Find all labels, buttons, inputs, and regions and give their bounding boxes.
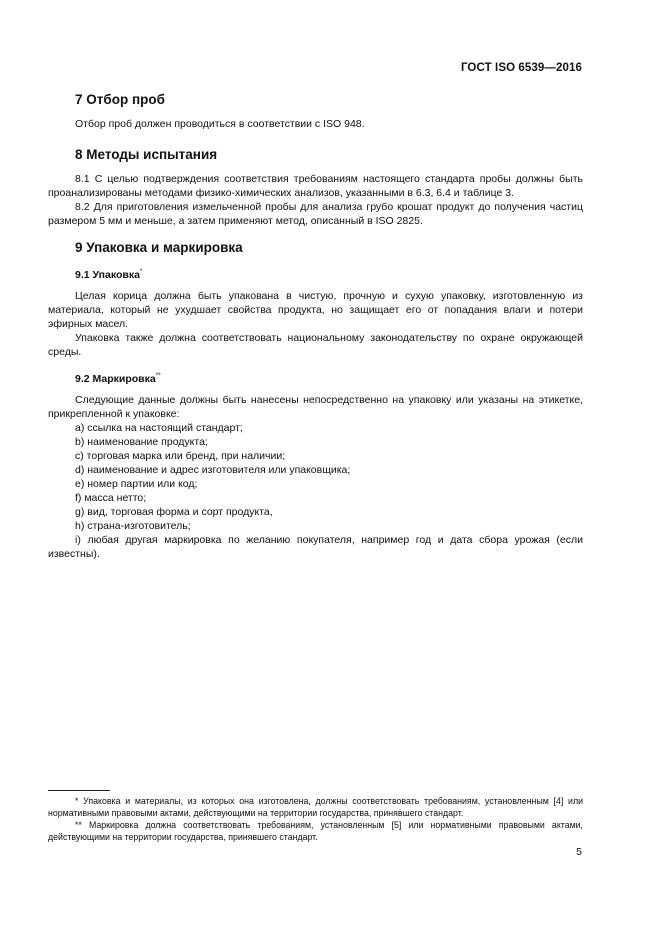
list-item: a) ссылка на настоящий стандарт; [75, 422, 243, 434]
footnote-ref-2: ** [155, 372, 161, 379]
footnote-ref-1: * [139, 268, 143, 275]
section-8-title: 8 Методы испытания [75, 147, 218, 162]
subsection-9-1-title-text: 9.1 Упаковка [75, 269, 140, 281]
section-8-1-paragraph: 8.1 С целью подтверждения соответствия требованиям настоящего стандарта пробы должны быть проанализированы методами физико-химических анализов, указанными в 6.3, 6.4 и таблице 3. [48, 173, 583, 199]
section-9-2-paragraph: Следующие данные должны быть нанесены непосредственно на упаковку или указаны на этикетке, прикрепленной к упаковке: [48, 394, 583, 420]
section-9 [48, 240, 583, 561]
page-number: 5 [576, 846, 582, 858]
section-7-title: 7 Отбор проб [75, 92, 165, 107]
subsection-9-2-title-text: 9.2 Маркировка [75, 373, 156, 385]
footnote-2: ** Маркировка должна соответствовать требованиям, установленным [5] или нормативными правовыми актами, действующими на территории государства, принявшего стандарт. [48, 820, 583, 842]
footnote-1: * Упаковка и материалы, из которых она изготовлена, должны соответствовать требованиям, установленным [4] или нормативными правовыми актами, действующими на территории государства, принявшего стандарт. [48, 796, 583, 818]
section-9-title: 9 Упаковка и маркировка [75, 240, 243, 255]
list-item: h) страна-изготовитель; [75, 520, 191, 532]
section-7-paragraph: Отбор проб должен проводиться в соответствии с ISO 948. [75, 118, 365, 130]
list-item: g) вид, торговая форма и сорт продукта, [75, 506, 273, 518]
subsection-9-2-title [48, 369, 583, 386]
list-item: c) торговая марка или бренд, при наличии; [75, 450, 286, 462]
document-code-header: ГОСТ ISO 6539—2016 [460, 62, 582, 74]
list-item-last: i) любая другая маркировка по желанию покупателя, например год и дата сбора урожая (если известны). [48, 534, 583, 560]
section-8-2-paragraph: 8.2 Для приготовления измельченной пробы для анализа грубо крошат продукт до получения частиц размером 5 мм и меньше, а затем применяют метод, описанный в ISO 2825. [48, 201, 583, 227]
list-item: f) масса нетто; [75, 492, 147, 504]
footnotes [48, 795, 583, 843]
section-9-1-paragraph-1: Целая корица должна быть упакована в чистую, прочную и сухую упаковку, изготовленную из материала, который не ухудшает свойства продукта, но защищает его от попадания влаги и потери эфирных масел. [48, 290, 583, 330]
list-item: d) наименование и адрес изготовителя или упаковщика; [75, 464, 351, 476]
list-item: e) номер партии или код; [75, 478, 198, 490]
section-9-1-paragraph-2: Упаковка также должна соответствовать национальному законодательству по охране окружающей среды. [48, 332, 583, 358]
section-8 [48, 147, 583, 228]
footnote-separator [48, 790, 110, 791]
list-item: b) наименование продукта; [75, 436, 208, 448]
subsection-9-1-title [48, 265, 583, 282]
section-7 [48, 92, 583, 131]
